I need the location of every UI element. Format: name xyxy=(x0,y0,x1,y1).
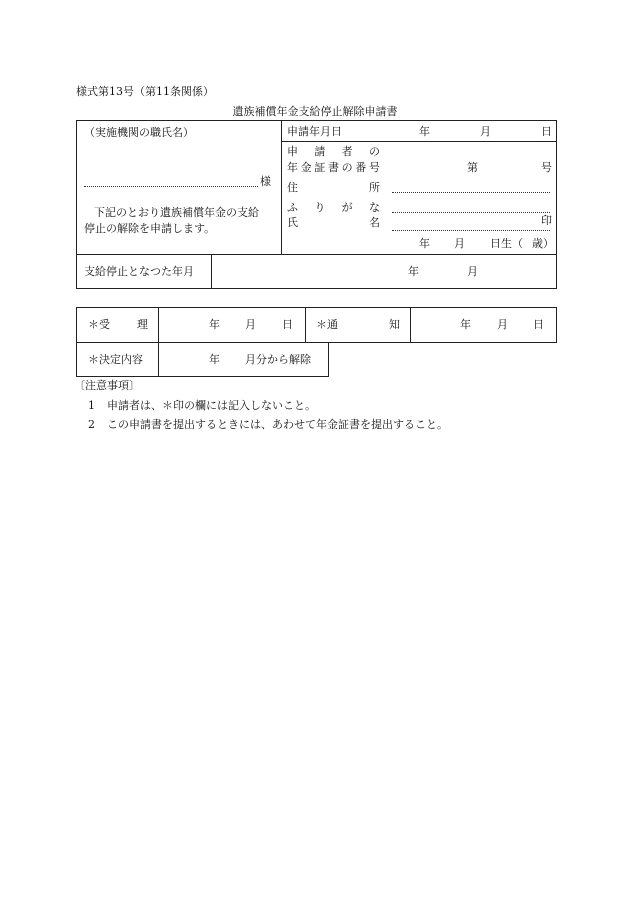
decision-text: 月分から解除 xyxy=(245,353,311,366)
honorific: 様 xyxy=(260,175,271,188)
certificate-suffix: 号 xyxy=(541,161,552,174)
certificate-char: 証 xyxy=(314,161,326,174)
note-text: 申請者は、＊印の欄には記入しないこと。 xyxy=(107,399,316,412)
certificate-char: 年 xyxy=(287,161,298,174)
notice-label xyxy=(316,319,400,330)
birth-day: 日生（ xyxy=(490,237,523,250)
agency-label: （実施機関の職氏名） xyxy=(84,126,194,139)
date-row-divider xyxy=(281,141,557,142)
notice-char: ＊通 xyxy=(316,318,338,331)
seal-mark: 印 xyxy=(541,214,552,227)
address-line[interactable] xyxy=(392,192,550,193)
applicant-char: 者 xyxy=(341,145,353,158)
application-date-day: 日 xyxy=(541,125,552,138)
receipt-label xyxy=(88,319,148,330)
receipt-year: 年 xyxy=(209,318,220,331)
certificate-char: 番 xyxy=(355,161,367,174)
receipt-char: 理 xyxy=(137,318,148,331)
address-char: 所 xyxy=(369,181,380,194)
agency-name-line[interactable] xyxy=(84,186,258,187)
decision-label: ＊決定内容 xyxy=(88,353,143,366)
office-col-divider-2 xyxy=(305,307,306,343)
name-label xyxy=(287,217,380,228)
birth-year: 年 xyxy=(419,237,430,250)
applicant-char: 請 xyxy=(314,145,326,158)
furigana-char: ふ xyxy=(287,201,298,214)
form-number: 様式第13号（第11条関係） xyxy=(76,85,214,98)
birth-month: 月 xyxy=(454,237,465,250)
applicant-label xyxy=(287,146,380,157)
name-char: 氏 xyxy=(287,216,298,229)
suspension-row-divider xyxy=(76,254,557,255)
suspension-year: 年 xyxy=(408,265,419,278)
suspension-month: 月 xyxy=(467,265,478,278)
application-date-label: 申請年月日 xyxy=(287,125,342,138)
suspension-label: 支給停止となつた年月 xyxy=(84,265,194,278)
notes-heading: 〔注意事項〕 xyxy=(74,379,140,392)
application-date-month: 月 xyxy=(480,125,491,138)
applicant-char: の xyxy=(368,145,380,158)
decision-year: 年 xyxy=(209,353,220,366)
furigana-char: り xyxy=(314,201,326,214)
certificate-number-label xyxy=(287,162,380,173)
receipt-day: 日 xyxy=(282,318,293,331)
furigana-char: が xyxy=(341,201,353,214)
certificate-char: 金 xyxy=(300,161,312,174)
form-title: 遺族補償年金支給停止解除申請書 xyxy=(232,105,398,118)
application-date-year: 年 xyxy=(419,125,430,138)
receipt-month: 月 xyxy=(245,318,256,331)
notice-month: 月 xyxy=(497,318,508,331)
office-col-divider-3 xyxy=(410,307,411,343)
certificate-char: 号 xyxy=(368,161,380,174)
notice-char: 知 xyxy=(389,318,400,331)
furigana-label xyxy=(287,202,380,213)
notice-day: 日 xyxy=(533,318,544,331)
furigana-line[interactable] xyxy=(392,212,550,213)
birth-age: 歳） xyxy=(532,237,554,250)
suspension-col-divider xyxy=(211,254,212,289)
certificate-prefix: 第 xyxy=(467,161,478,174)
address-label xyxy=(287,182,380,193)
certificate-char: の xyxy=(341,161,353,174)
name-char: 名 xyxy=(369,216,380,229)
furigana-char: な xyxy=(368,201,380,214)
certificate-char: 書 xyxy=(327,161,339,174)
receipt-char: ＊受 xyxy=(88,318,110,331)
application-statement-line1: 下記のとおり遺族補償年金の支給 xyxy=(94,206,259,219)
name-line[interactable] xyxy=(392,230,550,231)
applicant-char: 申 xyxy=(287,145,298,158)
note-number: 1 xyxy=(88,399,95,412)
address-char: 住 xyxy=(287,181,298,194)
application-statement-line2: 停止の解除を申請します。 xyxy=(84,222,216,235)
notice-year: 年 xyxy=(460,318,471,331)
note-number: 2 xyxy=(88,418,95,431)
note-text: この申請書を提出するときには、あわせて年金証書を提出すること。 xyxy=(107,418,448,431)
